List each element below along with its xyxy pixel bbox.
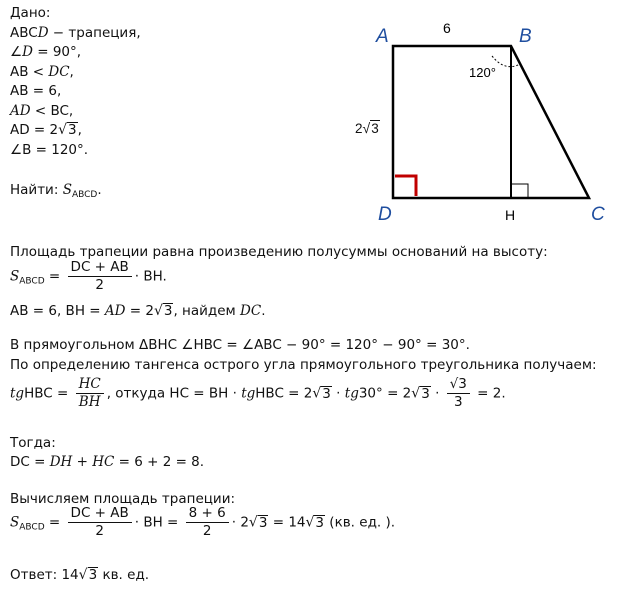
solution-para-4: По определению тангенса острого угла прямоугольного треугольника получаем: bbox=[10, 357, 597, 373]
formula-area-1: $S_{ABCD}$ = $\frac{DC + AB}{2}$ · BH. bbox=[10, 259, 167, 293]
label-d: D bbox=[378, 204, 392, 225]
solution-para-1: Площадь трапеции равна произведению полусуммы оснований на высоту: bbox=[10, 244, 548, 260]
label-a: A bbox=[376, 26, 389, 47]
answer-line: Ответ: 14√3 кв. ед. bbox=[10, 567, 150, 583]
left-side-length: 2√3 bbox=[355, 120, 379, 136]
given-title: Дано: bbox=[10, 5, 51, 21]
solution-para-6: DC = DH + HC = 6 + 2 = 8. bbox=[10, 454, 205, 470]
solution-para-5: Тогда: bbox=[10, 435, 56, 451]
label-h: H bbox=[505, 207, 516, 223]
right-angle-d-mark bbox=[395, 176, 416, 196]
label-c: C bbox=[591, 204, 605, 225]
right-angle-h-mark bbox=[512, 184, 528, 197]
formula-tangent: tgHBC = $\frac{HC}{BH}$ , откуда HC = BH · tgHBC = 2√3 · tg30° = 2√3 · $\frac{√3}{3}$ = 2. bbox=[10, 376, 506, 410]
solution-para-3: В прямоугольном ΔBHC ∠HBC = ∠ABC − 90° = 120° − 90° = 30°. bbox=[10, 337, 470, 353]
given-line-2: ∠D = 90°, bbox=[10, 44, 82, 60]
formula-area-2: $S_{ABCD}$ = $\frac{DC + AB}{2}$ · BH = $\frac{8 + 6}{2}$ · 2√3 = 14√3 (кв. ед. ). bbox=[10, 505, 396, 539]
given-line-4: AB = 6, bbox=[10, 83, 62, 99]
solution-para-7: Вычисляем площадь трапеции: bbox=[10, 491, 236, 507]
given-line-7: ∠B = 120°. bbox=[10, 141, 89, 158]
given-line-5: AD < BC, bbox=[10, 102, 74, 119]
trapezoid-figure bbox=[0, 0, 628, 235]
find-line: Найти: $S_{ABCD}$. bbox=[10, 182, 102, 200]
solution-para-2: AB = 6, BH = AD = 2√3, найдем DC. bbox=[10, 303, 266, 319]
angle-b-value: 120° bbox=[469, 65, 496, 80]
given-line-6: AD = 2√3, bbox=[10, 122, 82, 138]
top-side-length: 6 bbox=[443, 20, 451, 36]
given-line-1: ABCD − трапеция, bbox=[10, 24, 141, 41]
label-b: B bbox=[519, 26, 532, 47]
given-line-3: AB < DC, bbox=[10, 63, 74, 80]
